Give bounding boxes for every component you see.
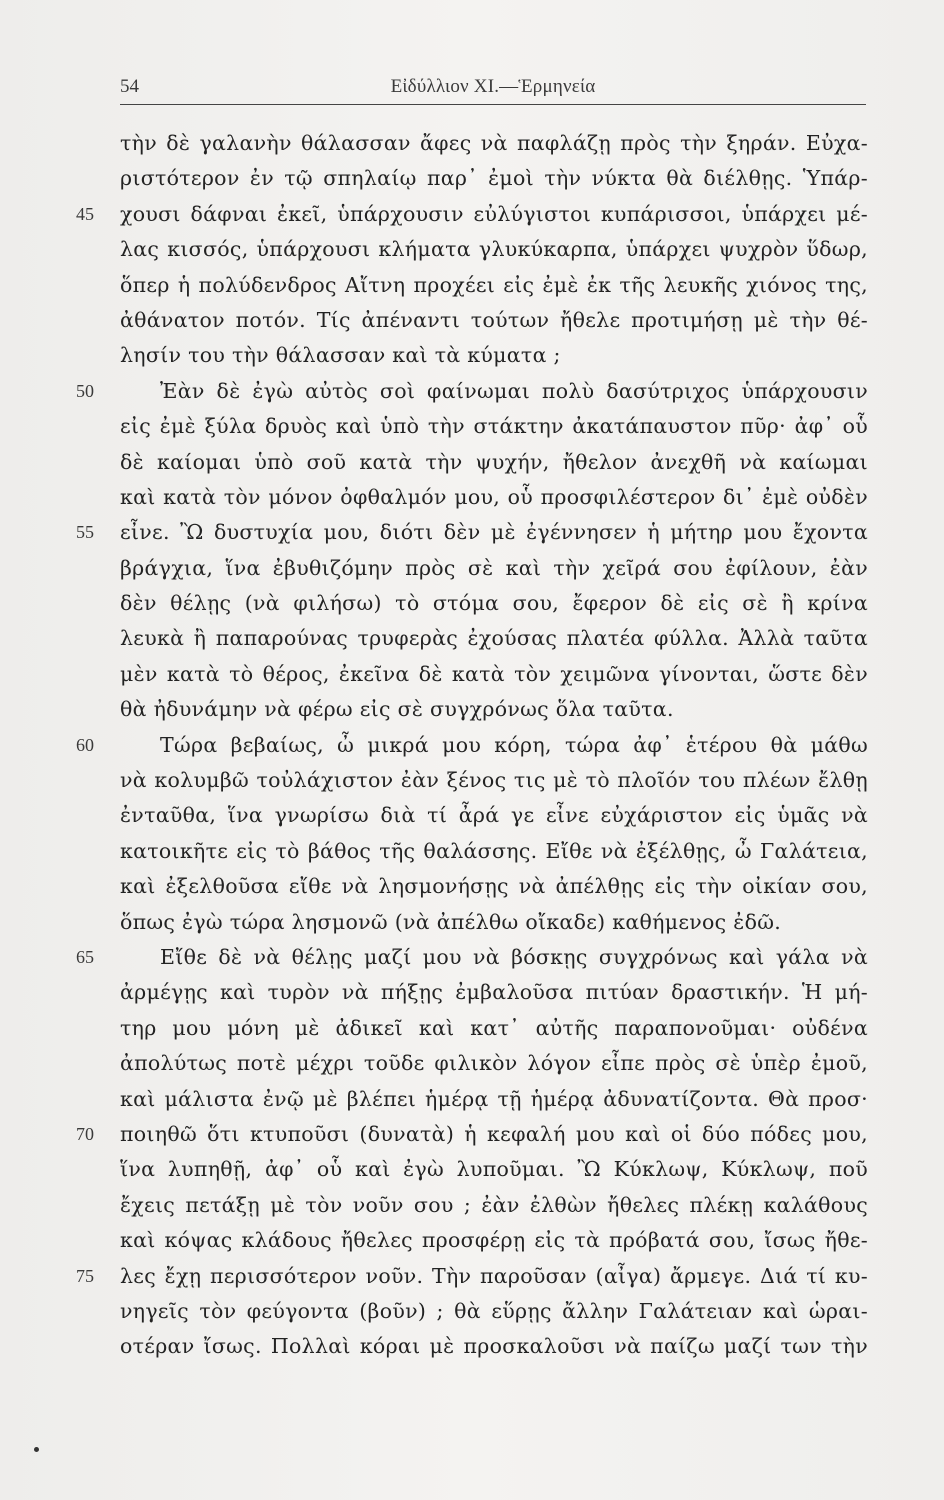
line-text: νὰ κολυμβῶ τοὐλάχιστον ἐὰν ξένος τις μὲ τὸ πλοῖόν του πλέων ἔλθῃ [120,768,868,793]
line-text: καὶ κόψας κλάδους ἤθελες προσφέρῃ εἰς τὰ πρόβατά σου, ἴσως ἤθε- [120,1228,868,1253]
line-text: καὶ ἐξελθοῦσα εἴθε νὰ λησμονήσῃς νὰ ἀπέλθῃς εἰς τὴν οἰκίαν σου, [120,874,868,899]
text-line [120,161,868,196]
line-text: χουσι δάφναι ἐκεῖ, ὑπάρχουσιν εὐλύγιστοι κυπάρισσοι, ὑπάρχει μέ- [120,201,868,226]
line-number: 50 [76,380,94,401]
line-text: ἀπολύτως ποτὲ μέχρι τοῦδε φιλικὸν λόγον εἶπε πρὸς σὲ ὑπὲρ ἐμοῦ, [120,1051,868,1076]
line-number: 70 [76,1123,94,1144]
running-title: Εἰδύλλιον XI.—Ἑρμηνεία [390,76,596,97]
text-line [120,1152,868,1187]
text-line [76,940,868,975]
line-text: λες ἔχῃ περισσότερον νοῦν. Τὴν παροῦσαν (αἶγα) ἄρμεγε. Διά τί κυ- [120,1263,868,1288]
text-line [120,268,868,303]
line-text: ἀρμέγῃς καὶ τυρὸν νὰ πήξῃς ἐμβαλοῦσα πιτύαν δραστικήν. Ἡ μή- [120,980,868,1005]
text-line [120,409,868,444]
text-body [76,126,868,1365]
line-text: κατοικῆτε εἰς τὸ βάθος τῆς θαλάσσης. Εἴθε νὰ ἐξέλθῃς, ὦ Γαλάτεια, [120,838,868,863]
line-text: λας κισσός, ὑπάρχουσι κλήματα γλυκύκαρπα, ὑπάρχει ψυχρὸν ὕδωρ, [120,237,868,262]
text-line [120,232,868,267]
text-line [120,692,868,727]
line-text: ὅπως ἐγὼ τώρα λησμονῶ (νὰ ἀπέλθω οἴκαδε) καθήμενος ἐδῶ. [120,909,782,934]
line-number: 60 [76,734,94,755]
text-line [76,197,868,232]
line-text: εἰς ἐμὲ ξύλα δρυὸς καὶ ὑπὸ τὴν στάκτην ἀκατάπαυστον πῦρ· ἀφ᾿ οὗ [120,414,868,439]
text-line [76,1117,868,1152]
text-line [76,515,868,550]
line-text: τὴν δὲ γαλανὴν θάλασσαν ἄφες νὰ παφλάζῃ πρὸς τὴν ξηράν. Εὐχα- [120,131,868,155]
text-line [120,480,868,515]
line-text: οτέραν ἴσως. Πολλαὶ κόραι μὲ προσκαλοῦσι νὰ παίζω μαζί των τὴν [120,1334,868,1359]
text-line [120,1011,868,1046]
text-line [120,338,868,373]
text-line [120,905,868,940]
line-text: λησίν του τὴν θάλασσαν καὶ τὰ κύματα ; [120,343,561,368]
line-text: νηγεῖς τὸν φεύγοντα (βοῦν) ; θὰ εὕρῃς ἄλλην Γαλάτειαν καὶ ὡραι- [120,1298,868,1323]
text-line [120,975,868,1010]
line-number: 45 [76,203,94,224]
line-text: ριστότερον ἐν τῷ σπηλαίῳ παρ᾿ ἐμοὶ τὴν νύκτα θὰ διέλθῃς. Ὑπάρ- [120,166,868,191]
text-line [120,551,868,586]
line-text: ἐνταῦθα, ἵνα γνωρίσω διὰ τί ἆρά γε εἶνε εὐχάριστον εἰς ὑμᾶς νὰ [120,803,868,828]
line-text: δὲν θέλῃς (νὰ φιλήσω) τὸ στόμα σου, ἔφερον δὲ εἰς σὲ ἢ κρίνα [120,591,868,616]
text-line [120,303,868,338]
text-line [76,728,868,763]
text-line [120,445,868,480]
text-line [120,657,868,692]
line-text: ἀθάνατον ποτόν. Τίς ἀπέναντι τούτων ἤθελε προτιμήσῃ μὲ τὴν θέ- [120,307,868,332]
line-text: μὲν κατὰ τὸ θέρος, ἐκεῖνα δὲ κατὰ τὸν χειμῶνα γίνονται, ὥστε δὲν [120,661,868,686]
ink-speck [34,1447,39,1452]
page-header [120,70,866,105]
text-line [120,763,868,798]
text-line [120,834,868,869]
line-text: Τώρα βεβαίως, ὦ μικρά μου κόρη, τώρα ἀφ᾿ ἑτέρου θὰ μάθω [160,732,868,757]
text-line [120,1082,868,1117]
text-line [76,1259,868,1294]
text-line [120,586,868,621]
line-number: 55 [76,522,94,543]
line-text: εἶνε. Ὢ δυστυχία μου, διότι δὲν μὲ ἐγέννησεν ἡ μήτηρ μου ἔχοντα [120,520,868,545]
line-text: ποιηθῶ ὅτι κτυποῦσι (δυνατὰ) ἡ κεφαλή μου καὶ οἱ δύο πόδες μου, [120,1121,868,1146]
line-text: ἵνα λυπηθῇ, ἀφ᾿ οὗ καὶ ἐγὼ λυποῦμαι. Ὢ Κύκλωψ, Κύκλωψ, ποῦ [120,1157,868,1182]
text-line [120,621,868,656]
line-text: θὰ ἠδυνάμην νὰ φέρω εἰς σὲ συγχρόνως ὅλα ταῦτα. [120,697,674,722]
text-line [120,1223,868,1258]
line-text: ἔχεις πετάξῃ μὲ τὸν νοῦν σου ; ἐὰν ἐλθὼν ἤθελες πλέκῃ καλάθους [120,1192,868,1217]
line-text: Ἐὰν δὲ ἐγὼ αὐτὸς σοὶ φαίνωμαι πολὺ δασύτριχος ὑπάρχουσιν [160,378,868,403]
text-line [120,869,868,904]
page-number: 54 [120,76,139,97]
text-line [120,126,868,161]
text-line [120,798,868,833]
text-line [76,374,868,409]
text-line [120,1294,868,1329]
line-text: δὲ καίομαι ὑπὸ σοῦ κατὰ τὴν ψυχήν, ἤθελον ἀνεχθῆ νὰ καίωμαι [120,449,868,474]
text-line [120,1329,868,1364]
line-text: καὶ μάλιστα ἐνῷ μὲ βλέπει ἡμέρᾳ τῇ ἡμέρᾳ ἀδυνατίζοντα. Θὰ προσ· [120,1086,868,1111]
line-text: ὅπερ ἡ πολύδενδρος Αἴτνη προχέει εἰς ἐμὲ ἐκ τῆς λευκῆς χιόνος της, [120,272,868,297]
line-number: 75 [76,1265,94,1286]
line-text: καὶ κατὰ τὸν μόνον ὀφθαλμόν μου, οὗ προσφιλέστερον δι᾿ ἐμὲ οὐδὲν [120,484,868,509]
line-text: λευκὰ ἢ παπαρούνας τρυφερὰς ἐχούσας πλατέα φύλλα. Ἀλλὰ ταῦτα [120,626,868,651]
line-number: 65 [76,946,94,967]
text-line [120,1046,868,1081]
line-text: βράγχια, ἵνα ἐβυθιζόμην πρὸς σὲ καὶ τὴν χεῖρά σου ἐφίλουν, ἐὰν [120,555,868,580]
text-line [120,1188,868,1223]
line-text: Εἴθε δὲ νὰ θέλῃς μαζί μου νὰ βόσκῃς συγχρόνως καὶ γάλα νὰ [160,944,868,969]
line-text: τηρ μου μόνη μὲ ἀδικεῖ καὶ κατ᾿ αὐτῆς παραπονοῦμαι· οὐδένα [120,1015,868,1040]
